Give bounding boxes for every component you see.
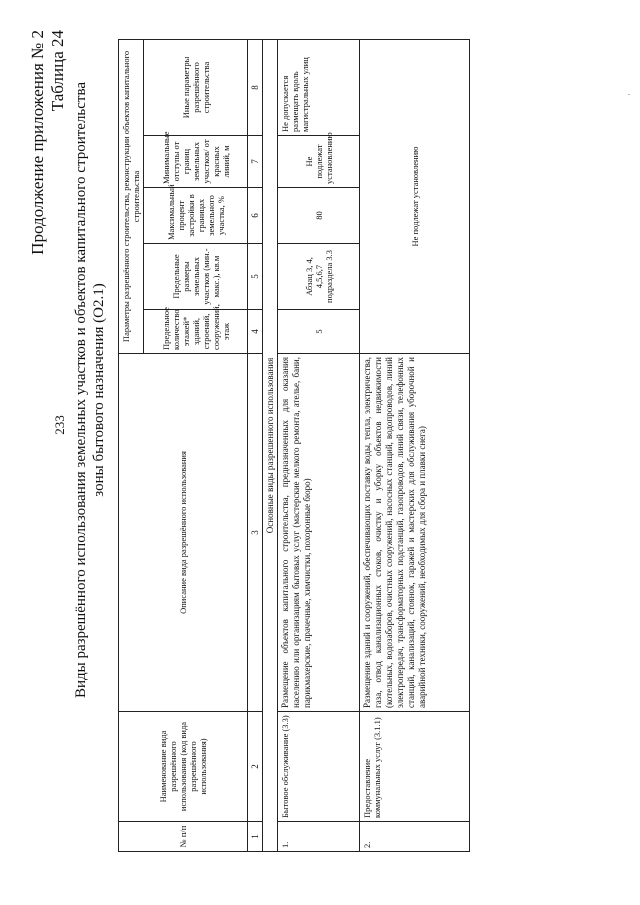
appendix-line: Продолжение приложения № 2 [28,30,47,255]
header-description: Описание вида разрешённого использования [119,354,248,712]
header-params-group: Параметры разрешённого строительства, реконструкции объектов капитального строительства [119,39,144,353]
header-max-floors: Предельное количество этажей* зданий, строений, сооружений, этаж [144,310,248,354]
row-name: Предоставление коммунальных услуг (3.1.1) [360,712,470,822]
section-title: Основные виды разрешенного использования [263,39,278,851]
col-number: 1 [248,822,263,852]
row-description: Размещение объектов капитального строительства, предназначенных для оказания населению или организациям бытовых услуг (мастерские мелкого ремонта, ателье, бани, парикмахерские, прачечные, химчистки, похоронные бюро) [278,354,360,712]
row-other-params: Не допускается размещать вдоль магистральных улиц [278,39,360,135]
row-plot-size: Абзац 3, 4, 4,5,6,7 подраздела 3.3 [278,244,360,310]
document-title [72,40,108,740]
title-line-2: зоны бытового назначения (О2.1) [91,283,107,497]
row-max-floors: 5 [278,310,360,354]
header-min-setback: Минимальные отступы от границ земельных участков/ от красных линий, м [144,136,248,188]
header-other-params: Иные параметры разрешённого строительства [144,39,248,135]
row-min-setback: Не подлежат установлению [278,136,360,188]
page-number: 233 [52,415,67,435]
header-name: Наименование вида разрешённого использования (код вида разрешённого использования) [119,712,248,822]
row-num: 1. [278,822,360,852]
section-row [263,39,278,851]
table-label: Таблица 24 [48,30,67,112]
table-row [360,39,470,851]
col-number: 8 [248,39,263,135]
col-number: 2 [248,712,263,822]
row-num: 2. [360,822,470,852]
row-description: Размещение зданий и сооружений, обеспечивающих поставку воды, тепла, электричества, газа, отвод канализационных стоков, очистку и уборку объектов недвижимости (котельных, водозаборов, очистных сооружений, насосных станций, водопроводов, линий электропередач, трансформаторных подстанций, газопроводов, линий связи, телефонных станций, канализаций, стоянок, гаражей и мастерских для обслуживания уборочной и аварийной техники, сооружений, необходимых для сбора и плавки снега) [360,354,470,712]
col-number: 4 [248,310,263,354]
header-num: № п/п [119,822,248,852]
margin-mark: . [628,88,630,97]
header-plot-size: Предельные размеры земельных участков (мин.-макс.), кв.м [144,244,248,310]
col-number: 6 [248,188,263,244]
col-number: 7 [248,136,263,188]
row-max-coverage: 80 [278,188,360,244]
title-line-1: Виды разрешённого использования земельных участков и объектов капитального строительства [73,81,89,699]
row-name: Бытовое обслуживание (3.3) [278,712,360,822]
zoning-table [118,39,470,852]
row-merged-params: Не подлежат установлению [360,39,470,353]
header-max-coverage: Максимальный процент застройки в границах земельного участка, % [144,188,248,244]
table-row [278,39,360,851]
appendix-heading [28,30,68,255]
col-number: 5 [248,244,263,310]
header-row-1 [119,39,144,851]
col-number: 3 [248,354,263,712]
column-number-row [248,39,263,851]
